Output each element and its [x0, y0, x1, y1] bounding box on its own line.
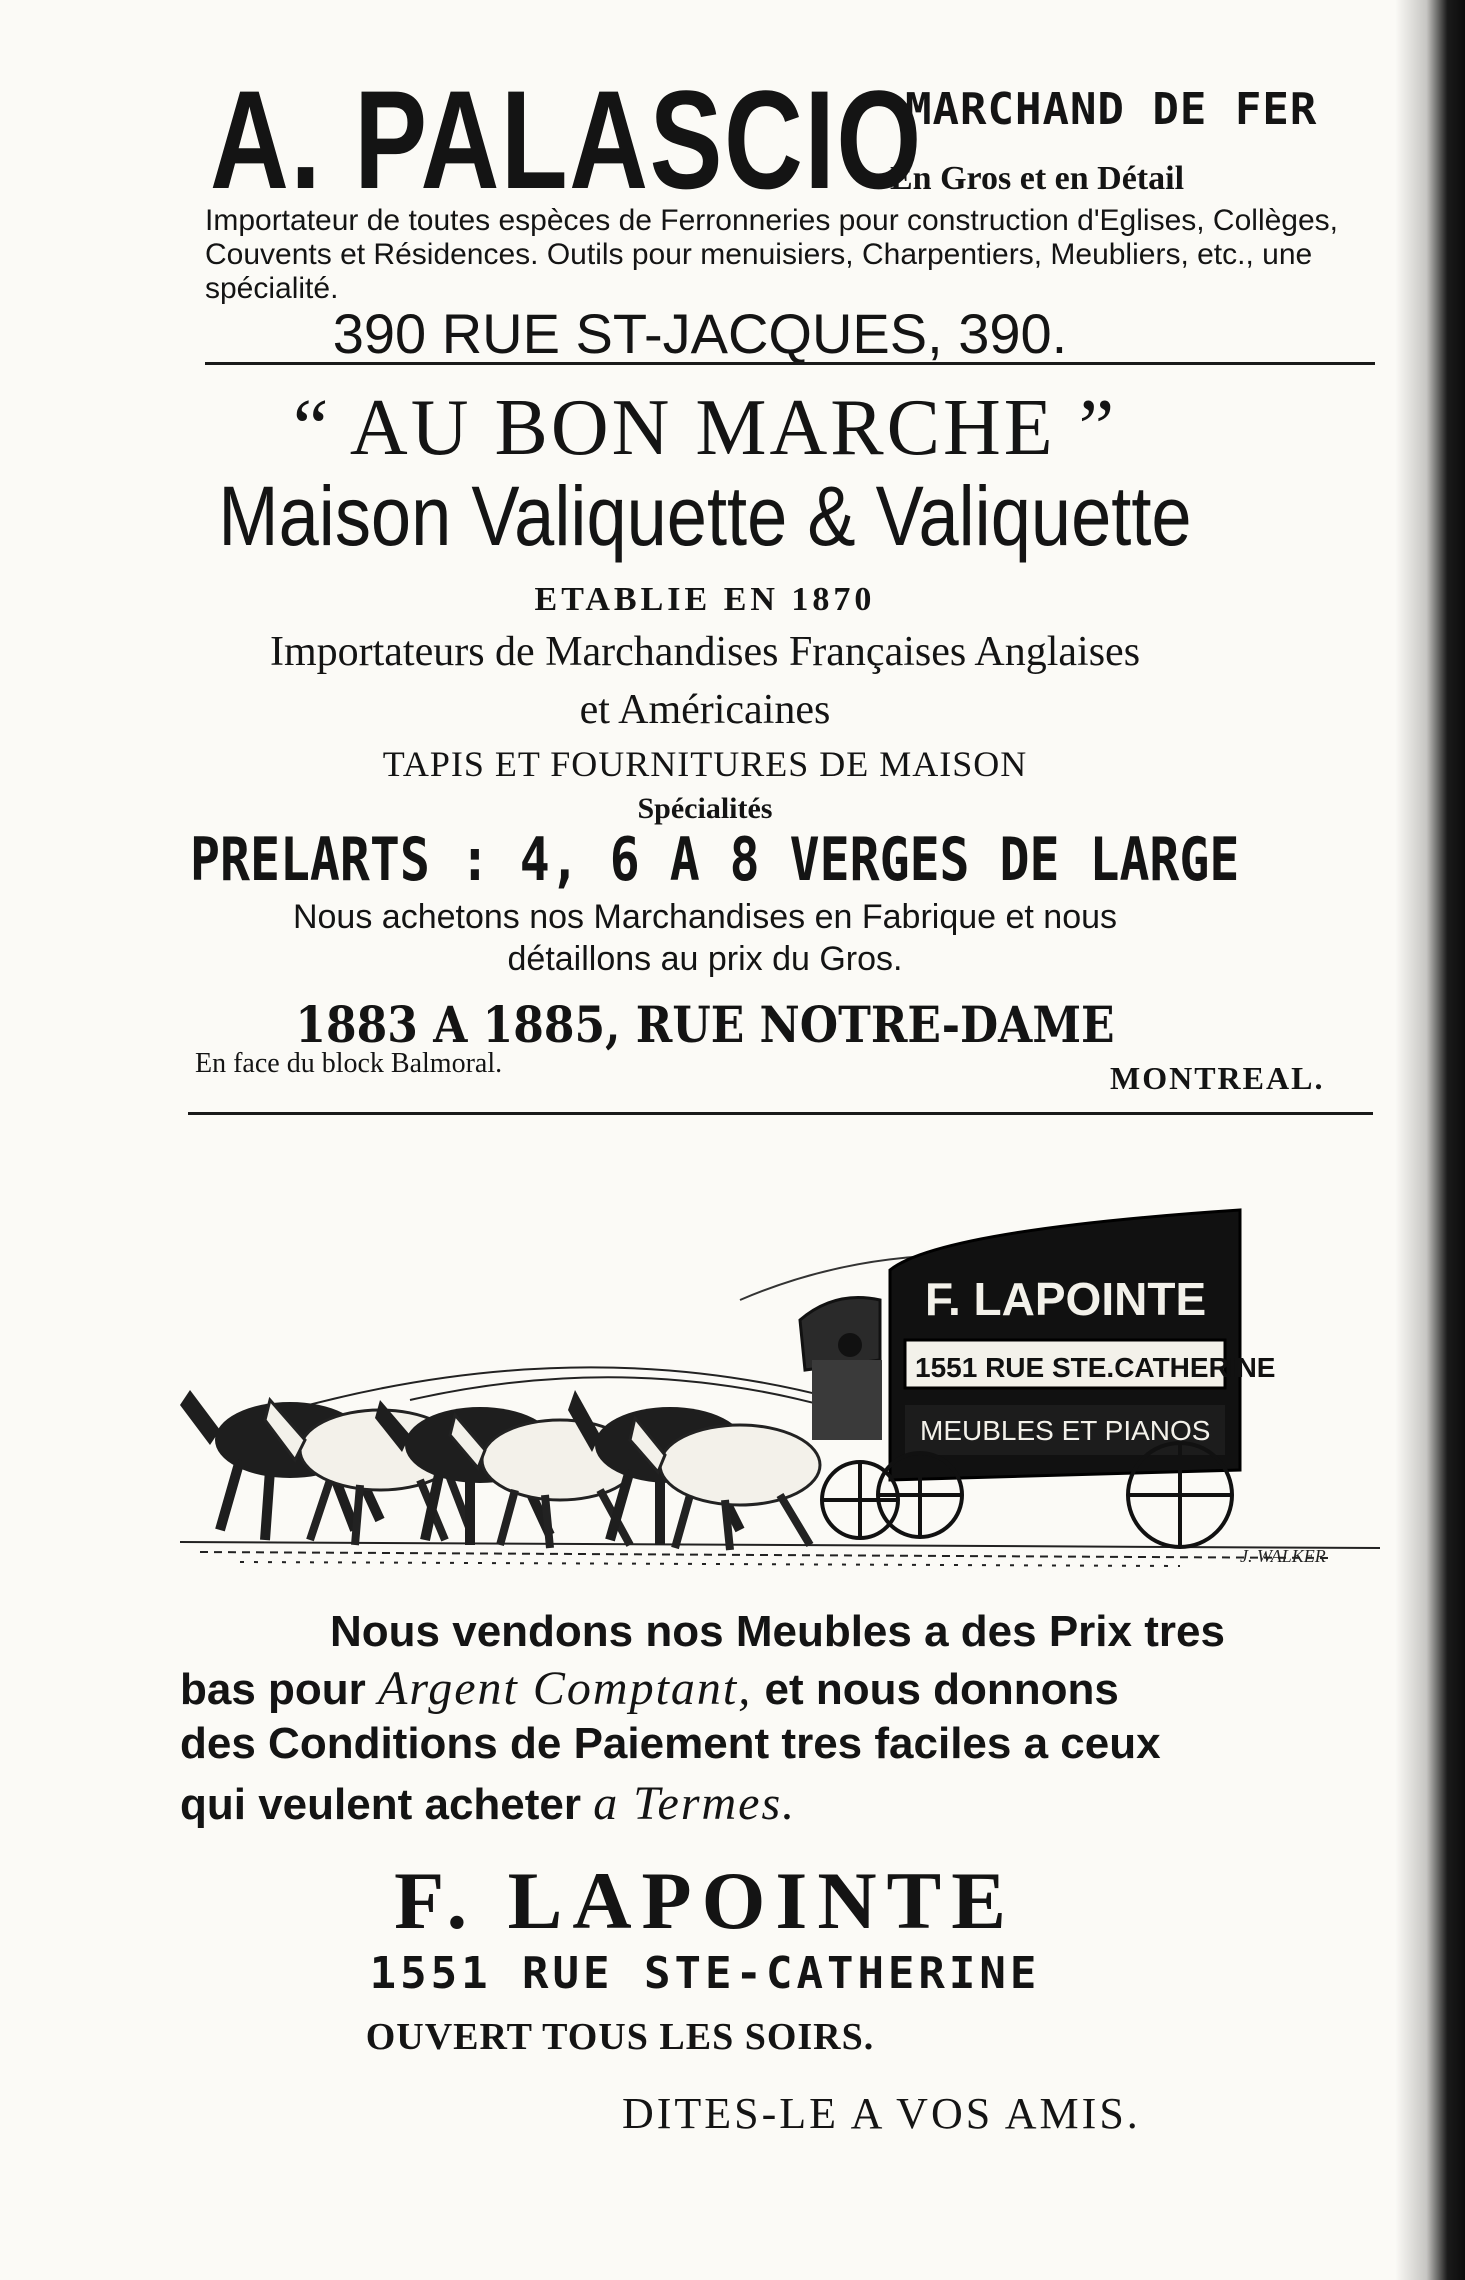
lapointe-text-line2-start: bas pour [180, 1665, 379, 1714]
lapointe-address: 1551 RUE STE-CATHERINE [369, 1948, 1041, 1999]
lapointe-text-terms: a Termes. [593, 1777, 797, 1830]
lapointe-text-line4-start: qui veulent acheter [180, 1780, 594, 1829]
bon-marche-location-note: En face du block Balmoral. [195, 1048, 503, 1079]
lapointe-text-line3: des Conditions de Paiement tres faciles a ceux [180, 1719, 1161, 1768]
illustration-signature: J. WALKER [1240, 1546, 1326, 1566]
divider-rule [205, 362, 1375, 365]
bon-marche-established: ETABLIE EN 1870 [534, 581, 876, 618]
bon-marche-city: MONTREAL. [1110, 1060, 1325, 1096]
reins [290, 1367, 840, 1410]
bon-marche-buying-line1: Nous achetons nos Marchandises en Fabrique et nous [292, 898, 1118, 936]
lapointe-text-cash: Argent Comptant, [378, 1662, 753, 1715]
bon-marche-tapis: TAPIS ET FOURNITURES DE MAISON [382, 744, 1028, 784]
lapointe-text-line1: Nous vendons nos Meubles a des Prix tres [330, 1607, 1225, 1656]
bon-marche-importers-line2: et Américaines [579, 687, 831, 733]
bon-marche-buying-line2: détaillons au prix du Gros. [507, 940, 903, 978]
bon-marche-prelarts: PRELARTS : 4, 6 A 8 VERGES DE LARGE [190, 825, 1240, 895]
lapointe-text-line4 [180, 1777, 797, 1830]
bon-marche-address: 1883 A 1885, RUE NOTRE-DAME [295, 995, 1115, 1054]
ground-hatching [180, 1542, 1380, 1566]
palascio-description: Importateur de toutes espèces de Ferronneries pour construction d'Eglises, Collèges, Couvents et Résidences. Outils pour menuisiers, Charpentiers, Meubliers, etc., une spécialité. [205, 204, 1338, 305]
lapointe-open-hours: OUVERT TOUS LES SOIRS. [365, 2016, 875, 2058]
lapointe-text-line2-end: et nous donnons [752, 1665, 1119, 1714]
wagon-sign-name: F. LAPOINTE [925, 1273, 1207, 1325]
palascio-trade: MARCHAND DE FER [905, 84, 1318, 135]
driver-box [800, 1298, 882, 1441]
bon-marche-specialties: Spécialités [637, 792, 773, 825]
bon-marche-maison: Maison Valiquette & Valiquette [218, 469, 1192, 563]
wagon-sign-goods: MEUBLES ET PIANOS [920, 1415, 1211, 1446]
bon-marche-title: “ AU BON MARCHE ” [292, 384, 1118, 472]
wagon-sign-address: 1551 RUE STE.CATHERINE [915, 1352, 1276, 1383]
palascio-address: 390 RUE ST-JACQUES, 390. [332, 302, 1068, 365]
palascio-name: A. PALASCIO [210, 61, 923, 218]
palascio-wholesale-retail: En Gros et en Détail [890, 160, 1185, 197]
horse-wagon-illustration [180, 1100, 1420, 1570]
bon-marche-importers-line1: Importateurs de Marchandises Françaises Anglaises [269, 629, 1141, 675]
page-binding-shadow [1395, 0, 1465, 2280]
lapointe-text-line2 [180, 1662, 1119, 1715]
lapointe-name: F. LAPOINTE [394, 1855, 1016, 1946]
lapointe-tagline: DITES-LE A VOS AMIS. [622, 2089, 1141, 2138]
